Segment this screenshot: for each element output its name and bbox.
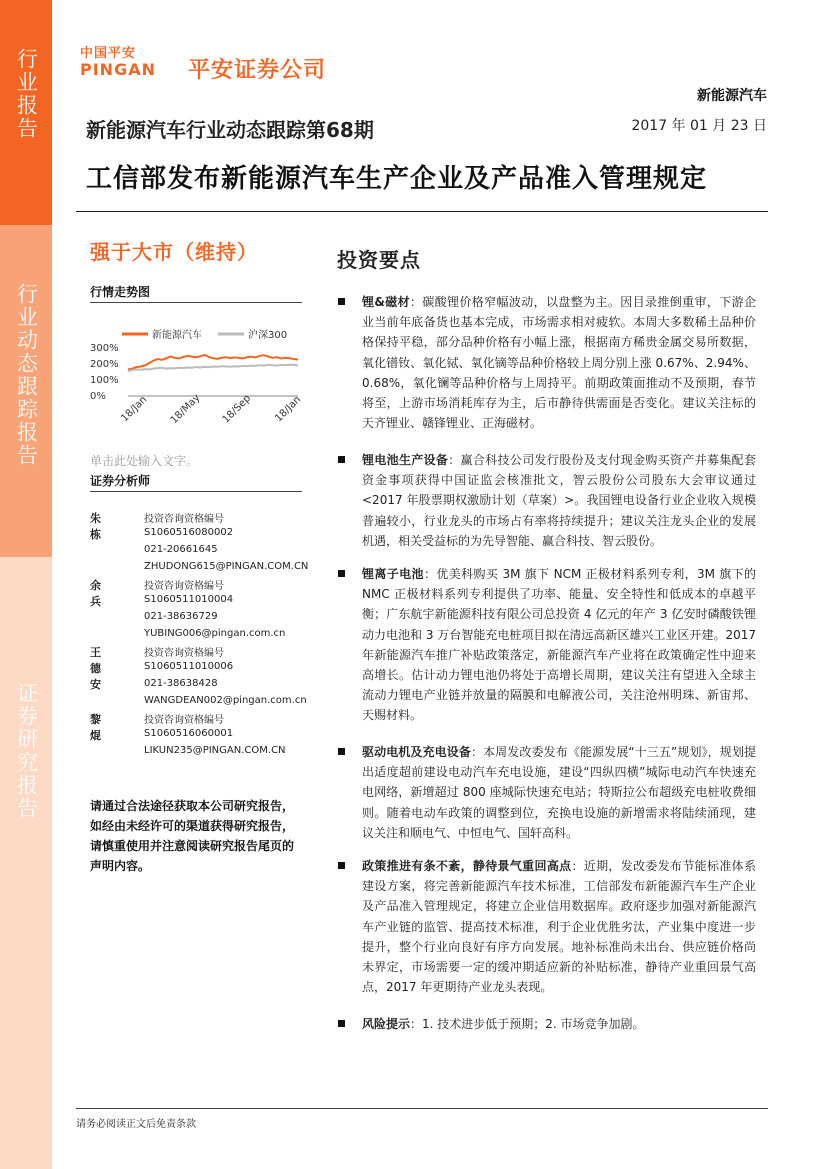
analyst-cert-label: 投资咨询资格编号 [144,648,224,659]
bullet-heading: 锂&磁材 [362,295,410,309]
legal-notice: 请通过合法途径获取本公司研究报告，如经由未经许可的渠道获得研究报告，请慎重使用并注意阅读研究报告尾页的声明内容。 [90,799,295,873]
legend-label: 沪深300 [248,330,288,341]
y-tick-label: 0% [90,391,106,402]
bullet-item [338,856,756,997]
logo-chinese: 中国平安 [80,46,137,61]
analyst-cert-label: 投资咨询资格编号 [144,581,224,592]
bullet-body: ：1. 技术进步低于预期；2. 市场竞争加剧。 [410,1017,645,1031]
bullet-item [338,292,756,433]
report-series: 新能源汽车行业动态跟踪第68期 [86,118,374,142]
analyst-cert-number: S1060511010004 [144,594,234,605]
bullet-heading: 风险提示 [362,1017,411,1031]
bullet-heading: 锂离子电池 [362,567,424,581]
x-tick-label: 18/May [168,392,203,427]
sidebar-label-dynamic-tracking: 行业动态跟踪报告 [14,283,39,467]
bullet-square-icon [338,570,345,577]
analyst-email[interactable]: ZHUDONG615@PINGAN.COM.CN [144,561,309,572]
report-category: 新能源汽车 [697,88,767,104]
bullet-heading: 驱动电机及充电设备 [362,745,471,759]
bullet-item [338,1014,756,1034]
analyst-cert-number: S1060516080002 [144,527,234,538]
header-divider [76,211,768,212]
bullet-heading: 锂电池生产设备 [362,453,449,467]
bullet-body: ：赢合科技公司发行股份及支付现金购买资产并募集配套资金事项获得中国证监会核准批文，智云股份公司股东大会审议通过<2017 年股票期权激励计划（草案）>。我国锂电设备行业企业收入规模普遍较小，行业龙头的市场占有率将持续提升；建议关注龙头企业的发展机遇，相关受益标的为先导智能、赢合科技、智云股份。 [362,453,756,548]
analyst-name: 朱栋 [90,512,101,541]
bullet-square-icon [338,1020,345,1027]
y-tick-label: 300% [90,343,119,354]
rating: 强于大市（维持） [90,240,258,264]
analyst-cert-number: S1060511010006 [144,661,234,672]
analyst-name: 王德安 [90,646,101,691]
bullet-square-icon [338,862,345,869]
investment-highlights-title: 投资要点 [337,248,421,272]
analyst-cert-number: S1060516060001 [144,728,234,739]
logo-english: PINGAN [80,60,156,79]
y-tick-label: 200% [90,359,119,370]
bullet-item [338,564,756,726]
analyst-phone: 021-38638428 [144,678,218,689]
x-tick-label: 18/Jan [119,394,150,425]
analyst-phone: 021-38636729 [144,611,218,622]
bullet-item [338,450,756,551]
analyst-name: 余兵 [90,579,101,608]
report-date: 2017 年 01 月 23 日 [631,118,767,134]
analyst-section-rule [90,491,302,492]
trend-chart-rule [90,302,302,303]
series-line [128,365,298,371]
placeholder-text[interactable]: 单击此处输入文字。 [90,454,199,468]
sidebar-bottom-band [0,557,52,1169]
bullet-square-icon [338,298,345,305]
analyst-email[interactable]: LIKUN235@PINGAN.COM.CN [144,745,286,756]
x-tick-label: 18/Sep [220,392,254,426]
bullet-item [338,742,756,843]
analyst-email[interactable]: YUBING006@pingan.com.cn [144,628,286,639]
analyst-email[interactable]: WANGDEAN002@pingan.com.cn [144,695,307,706]
footer-disclaimer[interactable]: 请务必阅读正文后免责条款 [76,1119,196,1130]
report-title: 工信部发布新能源汽车生产企业及产品准入管理规定 [86,164,708,194]
y-tick-label: 100% [90,375,119,386]
analyst-section-label: 证券分析师 [90,474,151,488]
analyst-phone: 021-20661645 [144,544,218,555]
analyst-cert-label: 投资咨询资格编号 [144,514,224,525]
footer-divider [76,1108,768,1109]
pingan-logo [80,42,156,79]
analyst-cert-label: 投资咨询资格编号 [144,715,224,726]
sidebar-label-industry-report: 行业报告 [14,48,39,140]
legend-label: 新能源汽车 [152,330,202,341]
x-tick-label: 18/Jan [273,394,304,425]
bullet-body: ：本周发改委发布《能源发展“十三五”规划》，规划提出适度超前建设电动汽车充电设施，建设“四纵四横”城际电动汽车快速充电网络，新增超过 800 座城际快速充电站；特斯拉公布超级充电桩收费细则。随着电动车政策的调整到位，充换电设施的新增需求将陆续涌现，建议关注和顺电气、中恒电气、国轩高科。 [362,745,756,840]
trend-chart-label: 行情走势图 [90,285,151,299]
bullet-body: ：碳酸锂价格窄幅波动，以盘整为主。因目录推倒重审，下游企业当前年底备货也基本完成，市场需求相对疲软。本周大多数稀土品种价格保持平稳，部分品种价格有小幅上涨，根据南方稀贵金属交易所数据，氧化镨钕、氧化铽、氧化镝等品种价格较上周分别上涨 0.67%、2.94%、0.68%，氧化镧等品种价格与上周持平。前期政策面推动不及预期，春节将至，上游市场消耗库存为主，后市静待供需面是否变化。建议关注标的天齐锂业、赣锋锂业、正海磁材。 [362,295,756,431]
analyst-name: 黎焜 [90,713,101,742]
bullet-square-icon [338,748,345,755]
bullet-heading: 政策推进有条不紊，静待景气重回高点 [362,859,572,873]
company-name: 平安证券公司 [188,58,327,83]
bullet-body: ：优美科购买 3M 旗下 NCM 正极材料系列专利，3M 旗下的 NMC 正极材料系列专利提供了功率、能量、安全特性和低成本的卓越平衡；广东航宇新能源科技有限公司总投资 4 亿元的年产 3 亿安时磷酸铁锂动力电池和 3 万台智能充电桩项目拟在清远高新区雄兴工业区开建。2017 年新能源汽车推广补贴政策落定，新能源汽车产业将在政策确定性中迎来高增长。估计动力锂电池仍将处于高增长周期，建议关注有望进入全球主流动力锂电产业链并放量的隔膜和电解液公司，关注沧州明珠、新宙邦、天赐材料。 [362,567,756,723]
bullet-square-icon [338,456,345,463]
bullet-body: ：近期，发改委发布节能标准体系建设方案，将完善新能源汽车技术标准，工信部发布新能源汽车生产企业及产品准入管理规定，将建立企业信用数据库。政府逐步加强对新能源汽车产业链的监管、提高技术标准，利于企业优胜劣汰，产业集中度进一步提升，整个行业向良好有序方向发展。地补标准尚未出台、供应链价格尚未界定，市场需要一定的缓冲期适应新的补贴标准，静待产业重回景气高点，2017 年更期待产业龙头表现。 [362,859,756,995]
trend-chart [88,320,304,440]
sidebar-label-securities-research: 证券研究报告 [14,682,39,820]
